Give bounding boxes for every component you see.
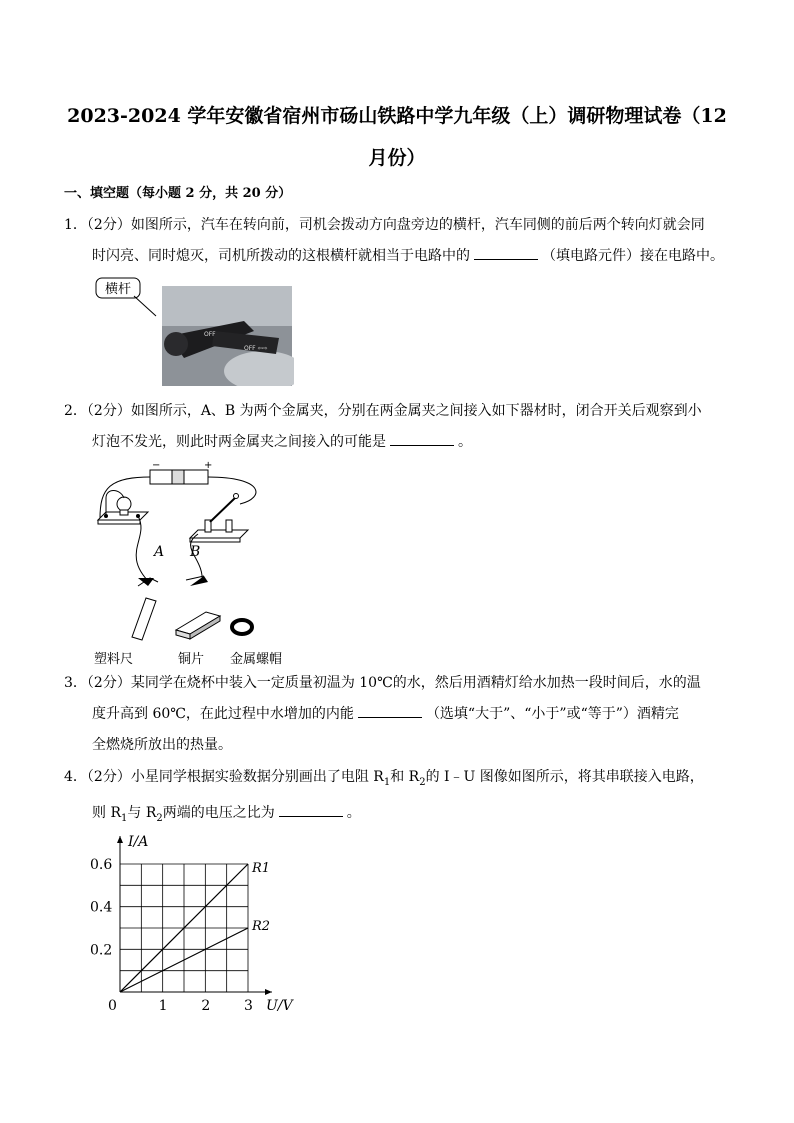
page-title-line2: 月份）	[368, 147, 426, 169]
battery-minus: −	[152, 460, 161, 471]
clip-a-label: A	[154, 544, 165, 560]
y-tick-label: 0.2	[90, 942, 113, 959]
q3-line1: 3．（2分）某同学在烧杯中装入一定质量初温为 10℃的水，然后用酒精灯给水加热一段时间后，水的温	[64, 675, 701, 691]
q4-line2: 则 $R_1$与 $R_2$两端的电压之比为 。	[64, 798, 734, 834]
circuit-diagram	[90, 458, 290, 670]
y-tick-label: 0.6	[90, 857, 113, 873]
y-axis-arrow	[117, 836, 123, 843]
item-label-nut: 金属螺帽	[230, 652, 283, 667]
battery-plus: +	[204, 460, 213, 471]
x-tick-label: 2	[201, 998, 211, 1012]
q3-line3: 全燃烧所放出的热量。	[92, 737, 232, 753]
x-axis-arrow	[265, 989, 272, 995]
section-heading: 一、填空题（每小题 2 分，共 20 分）	[64, 186, 292, 201]
x-axis-label: U/V	[266, 998, 293, 1012]
series-label-r2: R2	[252, 919, 271, 934]
lever-photo	[94, 276, 294, 386]
q1-figure	[94, 276, 294, 386]
clip-b-label: B	[190, 544, 201, 560]
x-tick-label: 3	[244, 998, 253, 1012]
item-label-copper: 铜片	[178, 652, 205, 667]
answer-blank-4[interactable]	[279, 802, 343, 817]
y-tick-label: 0.4	[90, 899, 113, 916]
answer-blank-1[interactable]	[474, 245, 538, 260]
plastic-ruler-shape	[132, 598, 156, 640]
q2-line1: 2．（2分）如图所示，A、B 为两个金属夹，分别在两金属夹之间接入如下器材时，闭合开关后观察到小	[64, 403, 702, 419]
q4-line1: 4．（2分）小星同学根据实验数据分别画出了电阻 $R_1$和 $R_2$的 I﹣U 图像如图所示，将其串联接入电路，	[64, 769, 704, 788]
x-tick-label: 0	[108, 998, 117, 1012]
q1-line1: 1．（2分）如图所示，汽车在转向前，司机会拨动方向盘旁边的横杆，汽车同侧的前后两个转向灯就会同	[64, 217, 705, 233]
lever-label: 横杆	[104, 282, 132, 297]
metal-nut-shape	[232, 620, 252, 634]
question-2	[64, 396, 734, 458]
q1-line2: 时闪亮、同时熄灭，司机所拨动的这根横杆就相当于电路中的 （填电路元件）接在电路中。	[64, 241, 734, 272]
answer-blank-2[interactable]	[390, 431, 454, 446]
series-label-r1: R1	[252, 861, 271, 876]
q2-line2: 灯泡不发光，则此时两金属夹之间接入的可能是 。	[64, 427, 734, 458]
iu-chart	[88, 822, 308, 1012]
y-axis-label: I/A	[128, 834, 149, 850]
question-1	[64, 210, 734, 272]
svg-text:OFF ⇦⇨: OFF ⇦⇨	[244, 345, 268, 352]
q2-figure	[90, 458, 290, 670]
svg-text:OFF: OFF	[204, 331, 216, 338]
page-title-line1: 2023-2024 学年安徽省宿州市砀山铁路中学九年级（上）调研物理试卷（12	[67, 105, 727, 127]
iu-chart-svg	[88, 822, 308, 1012]
question-3	[64, 668, 734, 761]
item-label-ruler: 塑料尺	[94, 652, 134, 667]
x-tick-label: 1	[158, 998, 168, 1012]
q3-line2: 度升高到 60℃，在此过程中水增加的内能 （选填“大于”、“小于”或“等于”）酒精完	[64, 699, 734, 730]
answer-blank-3[interactable]	[358, 703, 422, 718]
